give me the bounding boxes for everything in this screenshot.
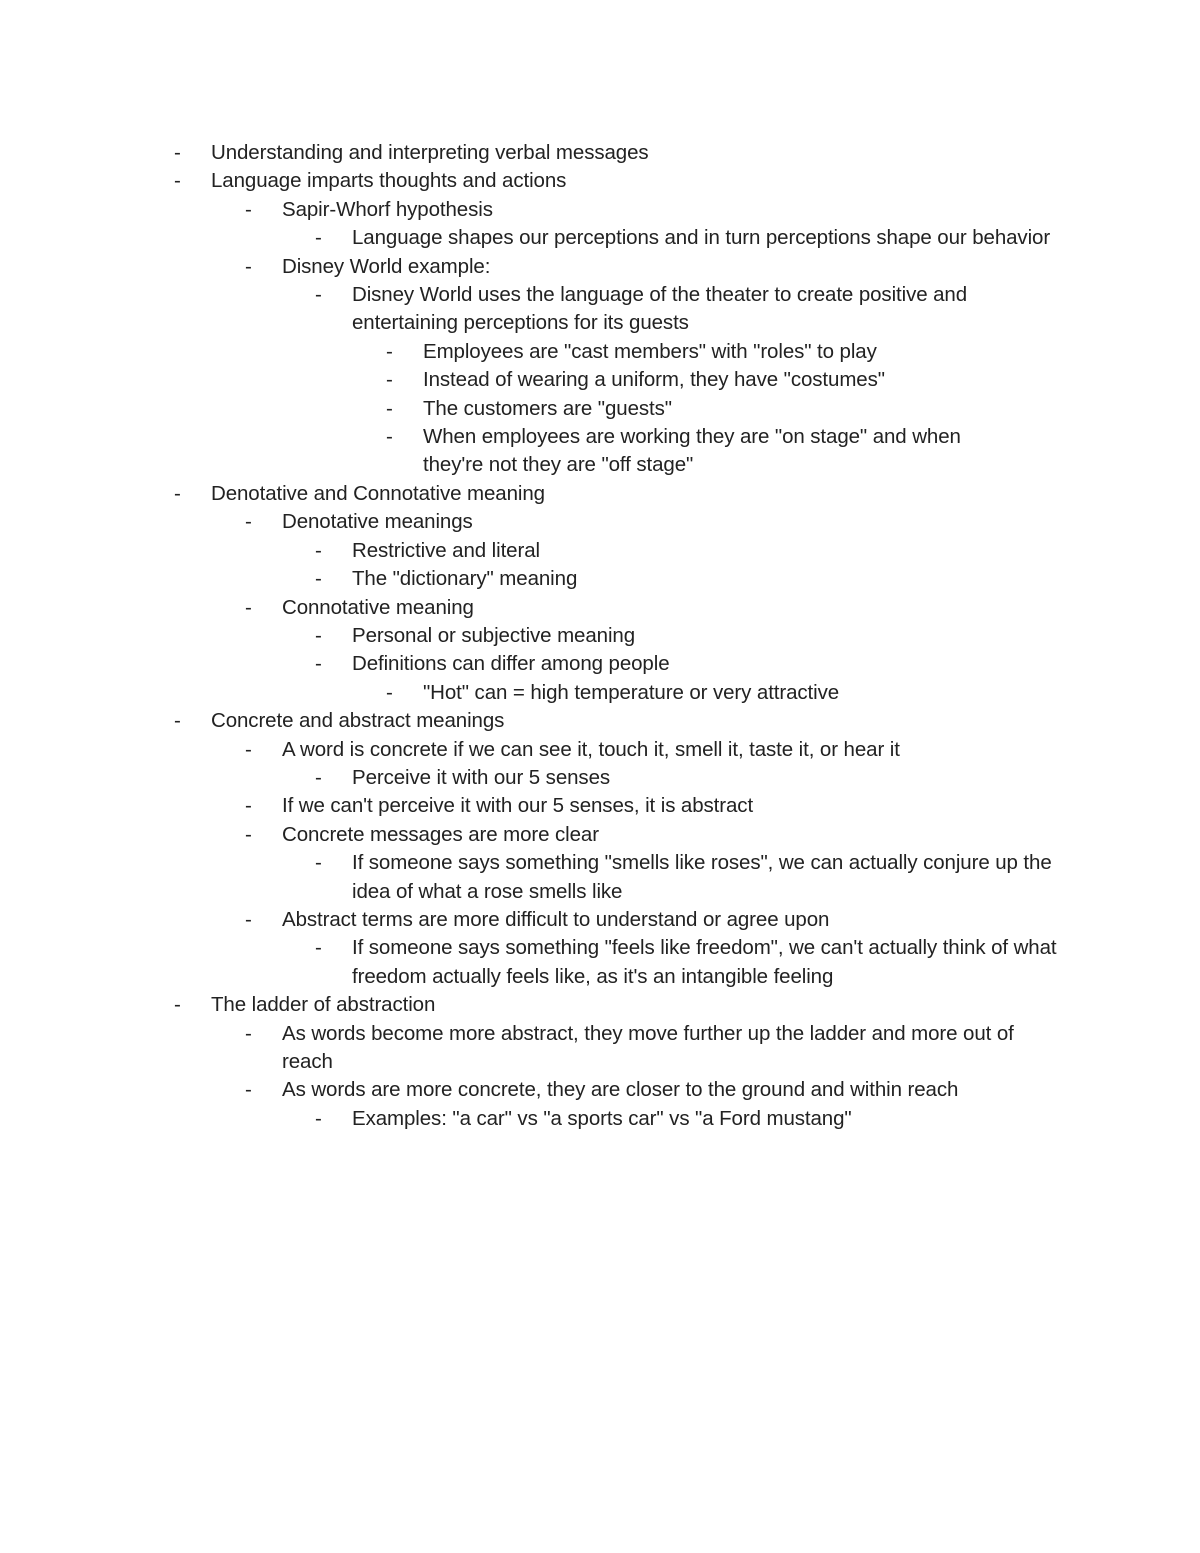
bullet-dash: - [245, 794, 252, 818]
list-item [0, 395, 1200, 423]
list-item [0, 736, 1200, 764]
list-item [0, 906, 1200, 934]
list-item-text: When employees are working they are "on stage" and when they're not they are "off stage" [423, 425, 961, 477]
bullet-dash: - [386, 368, 393, 392]
list-item-text: Concrete and abstract meanings [211, 709, 505, 733]
bullet-dash: - [174, 709, 181, 733]
bullet-dash: - [386, 339, 393, 363]
bullet-dash: - [386, 425, 393, 449]
list-item [0, 480, 1200, 508]
list-item-text: The ladder of abstraction [211, 993, 436, 1017]
list-item [0, 196, 1200, 224]
list-item-text: Instead of wearing a uniform, they have "costumes" [423, 368, 885, 392]
bullet-dash: - [315, 1106, 322, 1130]
list-item-text: Personal or subjective meaning [352, 623, 636, 647]
list-item [0, 253, 1200, 281]
list-item-text: If someone says something "feels like freedom", we can't actually think of what freedom actually feels like, as it's an intangible feeling [352, 936, 1057, 988]
list-item-text: Denotative meanings [282, 510, 473, 534]
list-item-text: The "dictionary" meaning [352, 567, 578, 591]
list-item [0, 650, 1200, 678]
list-item-text: Connotative meaning [282, 595, 474, 619]
bullet-dash: - [174, 141, 181, 164]
bullet-dash: - [174, 481, 181, 505]
list-item-text: "Hot" can = high temperature or very attractive [423, 680, 840, 704]
list-item [0, 139, 1200, 167]
list-item [0, 1105, 1200, 1133]
bullet-dash: - [315, 652, 322, 676]
bullet-dash: - [315, 567, 322, 591]
bullet-dash: - [245, 1078, 252, 1102]
list-item-text: As words are more concrete, they are closer to the ground and within reach [282, 1078, 959, 1102]
bullet-dash: - [315, 623, 322, 647]
list-item [0, 849, 1200, 906]
bullet-dash: - [315, 283, 322, 307]
list-item [0, 821, 1200, 849]
list-item-text: Concrete messages are more clear [282, 822, 599, 846]
list-item-text: Denotative and Connotative meaning [211, 481, 545, 505]
bullet-dash: - [315, 851, 322, 875]
list-item-text: Examples: "a car" vs "a sports car" vs "a Ford mustang" [352, 1106, 852, 1130]
bullet-dash: - [245, 1021, 252, 1045]
list-item-text: The customers are "guests" [423, 396, 672, 420]
list-item [0, 366, 1200, 394]
bullet-dash: - [386, 680, 393, 704]
bullet-dash: - [315, 765, 322, 789]
list-item [0, 338, 1200, 366]
bullet-dash: - [386, 396, 393, 420]
bullet-dash: - [315, 226, 322, 250]
list-item-text: Restrictive and literal [352, 538, 540, 562]
list-item [0, 423, 1200, 480]
list-item [0, 537, 1200, 565]
bullet-dash: - [245, 510, 252, 534]
list-item [0, 508, 1200, 536]
bullet-dash: - [315, 538, 322, 562]
list-item [0, 764, 1200, 792]
list-item-text: Disney World uses the language of the theater to create positive and entertaining perceptions for its guests [352, 283, 968, 335]
list-item-text: If someone says something "smells like roses", we can actually conjure up the idea of what a rose smells like [352, 851, 1052, 903]
list-item [0, 622, 1200, 650]
list-item-text: Disney World example: [282, 254, 491, 278]
list-item [0, 565, 1200, 593]
list-item-text: Perceive it with our 5 senses [352, 765, 611, 789]
list-item [0, 594, 1200, 622]
bullet-dash: - [245, 907, 252, 931]
bullet-dash: - [245, 822, 252, 846]
list-item-text: Language shapes our perceptions and in turn perceptions shape our behavior [352, 226, 1051, 250]
list-item [0, 224, 1200, 252]
bullet-dash: - [315, 936, 322, 960]
list-item [0, 1020, 1200, 1077]
list-item [0, 707, 1200, 735]
list-item-text: Sapir-Whorf hypothesis [282, 197, 493, 221]
bullet-dash: - [174, 169, 181, 193]
bullet-dash: - [245, 197, 252, 221]
bullet-dash: - [245, 254, 252, 278]
list-item-text: As words become more abstract, they move further up the ladder and more out of reach [282, 1021, 1014, 1073]
list-item-text: Language imparts thoughts and actions [211, 169, 567, 193]
bullet-dash: - [245, 737, 252, 761]
list-item [0, 1076, 1200, 1104]
list-item-text: A word is concrete if we can see it, touch it, smell it, taste it, or hear it [282, 737, 900, 761]
list-item-text: Definitions can differ among people [352, 652, 670, 676]
bullet-dash: - [174, 993, 181, 1017]
list-item [0, 281, 1200, 338]
list-item-text: Employees are "cast members" with "roles" to play [423, 339, 877, 363]
list-item [0, 991, 1200, 1019]
list-item-text: Understanding and interpreting verbal messages [211, 141, 649, 164]
bullet-list [0, 139, 1200, 1133]
list-item [0, 167, 1200, 195]
list-item-text: If we can't perceive it with our 5 senses, it is abstract [282, 794, 754, 818]
list-item [0, 934, 1200, 991]
list-item-text: Abstract terms are more difficult to understand or agree upon [282, 907, 830, 931]
list-item [0, 792, 1200, 820]
bullet-dash: - [245, 595, 252, 619]
list-item [0, 679, 1200, 707]
